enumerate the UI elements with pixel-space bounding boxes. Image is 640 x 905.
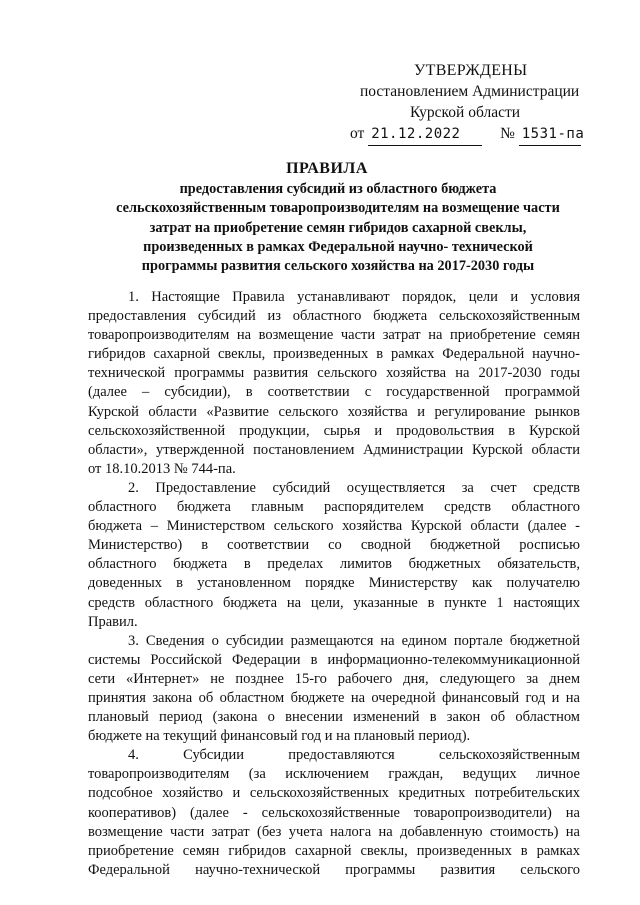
date-prefix: от <box>350 125 365 142</box>
paragraph-3-line: плановый период (закона о внесении изменений в закон об областном <box>88 709 580 726</box>
paragraph-2-line: бюджета – Министерством сельского хозяйства Курской области (далее - <box>88 518 580 535</box>
approval-title: УТВЕРЖДЕНЫ <box>414 62 528 79</box>
subtitle-line: программы развития сельского хозяйства на 2017-2030 годы <box>141 258 535 275</box>
paragraph-1-line: Курской области «Развитие сельского хозяйства и регулирование рынков <box>88 403 580 420</box>
subtitle-line: предоставления субсидий из областного бюджета <box>179 181 497 197</box>
subtitle-line: сельскохозяйственным товаропроизводителям на возмещение части <box>116 200 560 217</box>
paragraph-2-line: доведенных в установленном порядке Министерству как получателю <box>88 575 580 592</box>
paragraph-1-line: сельскохозяйственной продукции, сырья и продовольствия в Курской <box>88 422 580 439</box>
approval-region: Курской области <box>410 104 521 121</box>
paragraph-2-line: областного бюджета главным распорядителем средств областного <box>88 499 580 516</box>
rules-title: ПРАВИЛА <box>286 160 368 177</box>
paragraph-2-line: Правил. <box>88 613 138 630</box>
paragraph-4-line: возмещение части затрат (без учета налога на добавленную стоимость) на <box>88 823 580 840</box>
approval-block <box>350 60 600 146</box>
paragraph-4-line: товаропроизводителям (за исключением граждан, ведущих личное <box>88 766 580 783</box>
paragraph-3-line: 3. Сведения о субсидии размещаются на едином портале бюджетной <box>128 632 580 649</box>
paragraph-4-line: подсобное хозяйство и сельскохозяйственных кредитных потребительских <box>88 785 580 802</box>
approval-decree: постановлением Администрации <box>360 83 580 100</box>
subtitle-line: произведенных в рамках Федеральной научно- технической <box>143 238 533 255</box>
paragraph-4-line: Федеральной научно-технической программы развития сельского <box>88 861 580 878</box>
approval-number: 1531-па <box>519 124 581 146</box>
paragraph-2-line: средств областного бюджета на цели, указанные в пункте 1 настоящих <box>88 594 580 611</box>
paragraph-1-line: от 18.10.2013 № 744-па. <box>88 460 236 477</box>
paragraph-4-line: 4. Субсидии предоставляются сельскохозяйственным <box>128 747 580 764</box>
paragraph-4-line: кооперативов) (далее - сельскохозяйственные товаропроизводители) на <box>88 804 580 821</box>
paragraph-1-line: области», утвержденной постановлением Администрации Курской области <box>88 441 580 458</box>
paragraph-1-line: предоставления субсидий из областного бюджета сельскохозяйственным <box>88 308 580 325</box>
approval-date: 21.12.2022 <box>368 124 482 146</box>
paragraph-1-line: гибридов сахарной свеклы, произведенных в рамках Федеральной научно- <box>88 346 580 363</box>
number-prefix: № <box>500 125 515 142</box>
paragraph-1-line: 1. Настоящие Правила устанавливают порядок, цели и условия <box>128 289 580 305</box>
paragraph-2-line: Министерство) в соответствии со сводной бюджетной росписью <box>88 537 580 554</box>
paragraph-4-line: приобретение семян гибридов сахарной свеклы, произведенных в рамках <box>88 842 580 859</box>
paragraph-2-line: областного бюджета в пределах лимитов бюджетных обязательств, <box>88 556 580 573</box>
paragraph-1-line: технической программы развития сельского хозяйства на 2017-2030 годы <box>88 365 580 382</box>
paragraph-1-line: товаропроизводителям на возмещение части затрат на приобретение семян <box>88 327 580 344</box>
paragraph-3-line: принятия закона об областном бюджете на очередной финансовый год и на <box>88 689 580 706</box>
paragraph-3-line: бюджете на текущий финансовый год и на плановый период). <box>88 728 471 745</box>
paragraph-3-line: сети «Интернет» не позднее 15-го рабочего дня, следующего за днем <box>88 670 580 687</box>
subtitle-line: затрат на приобретение семян гибридов сахарной свеклы, <box>149 219 527 236</box>
approval-date-number <box>350 123 600 146</box>
paragraph-2-line: 2. Предоставление субсидий осуществляется за счет средств <box>128 479 580 496</box>
document-body <box>88 288 580 880</box>
rules-subtitle <box>88 180 588 276</box>
paragraph-3-line: системы Российской Федерации в информационно-телекоммуникационной <box>88 651 580 668</box>
paragraph-1-line: (далее – субсидии), в соответствии с государственной программой <box>88 384 580 401</box>
